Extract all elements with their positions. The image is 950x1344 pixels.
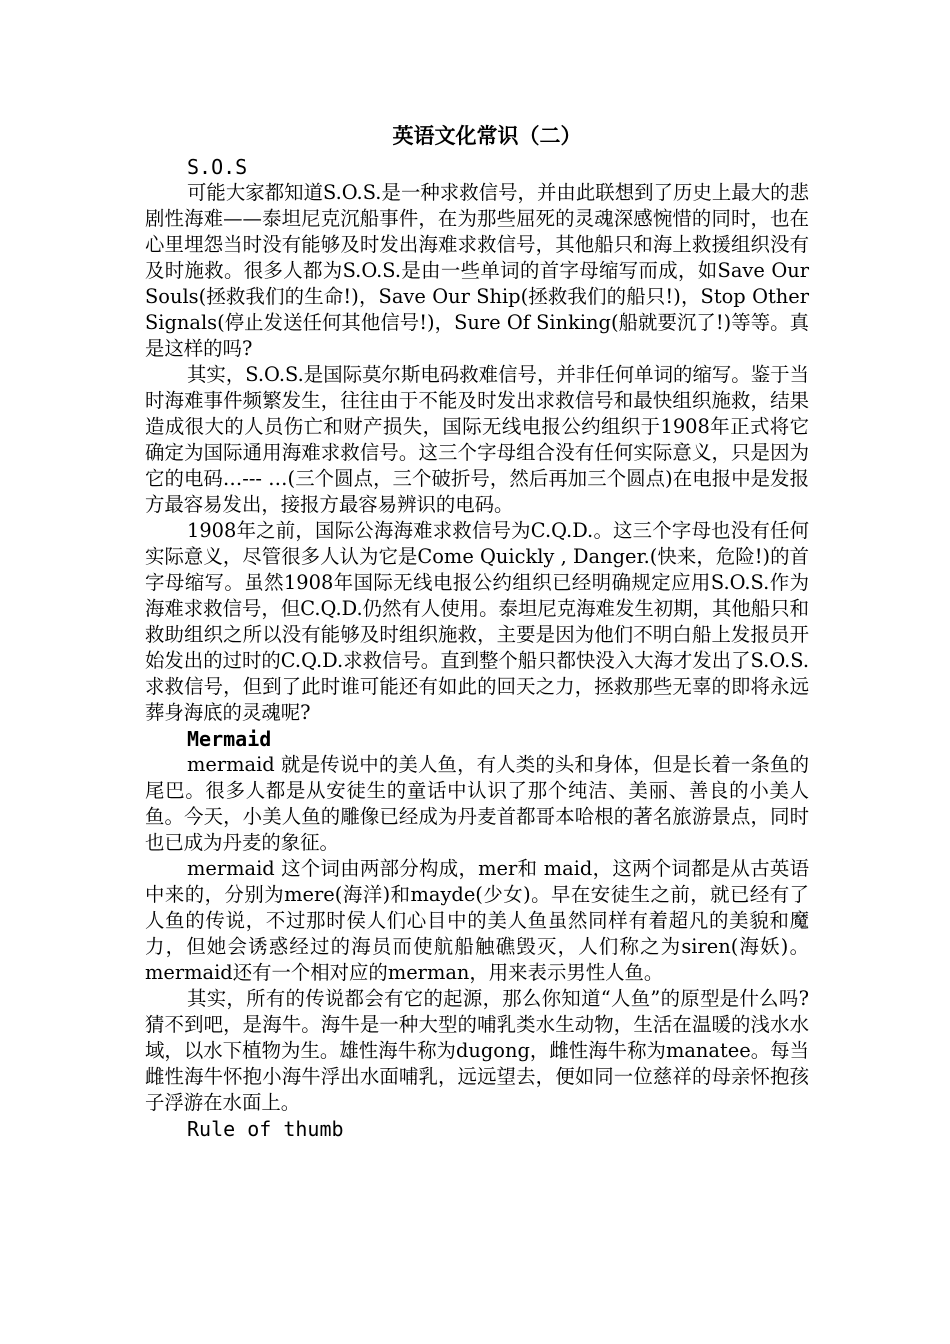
mermaid-paragraph-2: mermaid 这个词由两部分构成，mer和 maid，这两个词都是从古英语中来的，分别为mere(海洋)和mayde(少女)。早在安徒生之前，就已经有了人鱼的传说，不过那时侯人们心目中的美人鱼虽然同样有着超凡的美貌和魔力，但她会诱惑经过的海员而使航船触礁毁灭，人们称之为siren(海妖)。mermaid还有一个相对应的merman，用来表示男性人鱼。 (145, 857, 809, 984)
section-heading-rule-of-thumb: Rule of thumb (187, 1117, 344, 1141)
mermaid-paragraph-3: 其实，所有的传说都会有它的起源，那么你知道“人鱼”的原型是什么吗?猜不到吧，是海牛。海牛是一种大型的哺乳类水生动物，生活在温暖的浅水水域，以水下植物为生。雄性海牛称为dugong，雌性海牛称为manatee。每当雌性海牛怀抱小海牛浮出水面哺乳，远远望去，便如同一位慈祥的母亲怀抱孩子浮游在水面上。 (145, 987, 809, 1114)
sos-paragraph-3: 1908年之前，国际公海海难求救信号为C.Q.D.。这三个字母也没有任何实际意义，尽管很多人认为它是Come Quickly , Danger.(快来，危险!)的首字母缩写。虽然1908年国际无线电报公约组织已经明确规定应用S.O.S.作为海难求救信号，但C.Q.D.仍然有人使用。泰坦尼克海难发生初期，其他船只和救助组织之所以没有能够及时组织施救，主要是因为他们不明白船上发报员开始发出的过时的C.Q.D.求救信号。直到整个船只都快没入大海才发出了S.O.S.求救信号，但到了此时谁可能还有如此的回天之力，拯救那些无辜的即将永远葬身海底的灵魂呢? (145, 519, 809, 724)
mermaid-paragraph-1: mermaid 就是传说中的美人鱼，有人类的头和身体，但是长着一条鱼的尾巴。很多人都是从安徒生的童话中认识了那个纯洁、美丽、善良的小美人鱼。今天，小美人鱼的雕像已经成为丹麦首都哥本哈根的著名旅游景点，同时也已成为丹麦的象征。 (145, 753, 809, 854)
document-page (145, 118, 809, 1142)
section-heading-sos: S.O.S (187, 155, 248, 179)
sos-paragraph-2: 其实，S.O.S.是国际莫尔斯电码救难信号，并非任何单词的缩写。鉴于当时海难事件频繁发生，往往由于不能及时发出求救信号和最快组织施救，结果造成很大的人员伤亡和财产损失，国际无线电报公约组织于1908年正式将它确定为国际通用海难求救信号。这三个字母组合没有任何实际意义，只是因为它的电码…--- …(三个圆点，三个破折号，然后再加三个圆点)在电报中是发报方最容易发出，接报方最容易辨识的电码。 (145, 363, 809, 516)
document-title: 英语文化常识（二） (392, 123, 582, 148)
sos-paragraph-1: 可能大家都知道S.O.S.是一种求救信号，并由此联想到了历史上最大的悲剧性海难——泰坦尼克沉船事件，在为那些屈死的灵魂深感惋惜的同时，也在心里埋怨当时没有能够及时发出海难求救信号，其他船只和海上救援组织没有及时施救。很多人都为S.O.S.是由一些单词的首字母缩写而成，如Save Our Souls(拯救我们的生命!)，Save Our Ship(拯救我们的船只!)，Stop Other Signals(停止发送任何其他信号!)，Sure Of Sinking(船就要沉了!)等等。真是这样的吗? (145, 181, 809, 360)
section-heading-mermaid: Mermaid (187, 727, 272, 751)
